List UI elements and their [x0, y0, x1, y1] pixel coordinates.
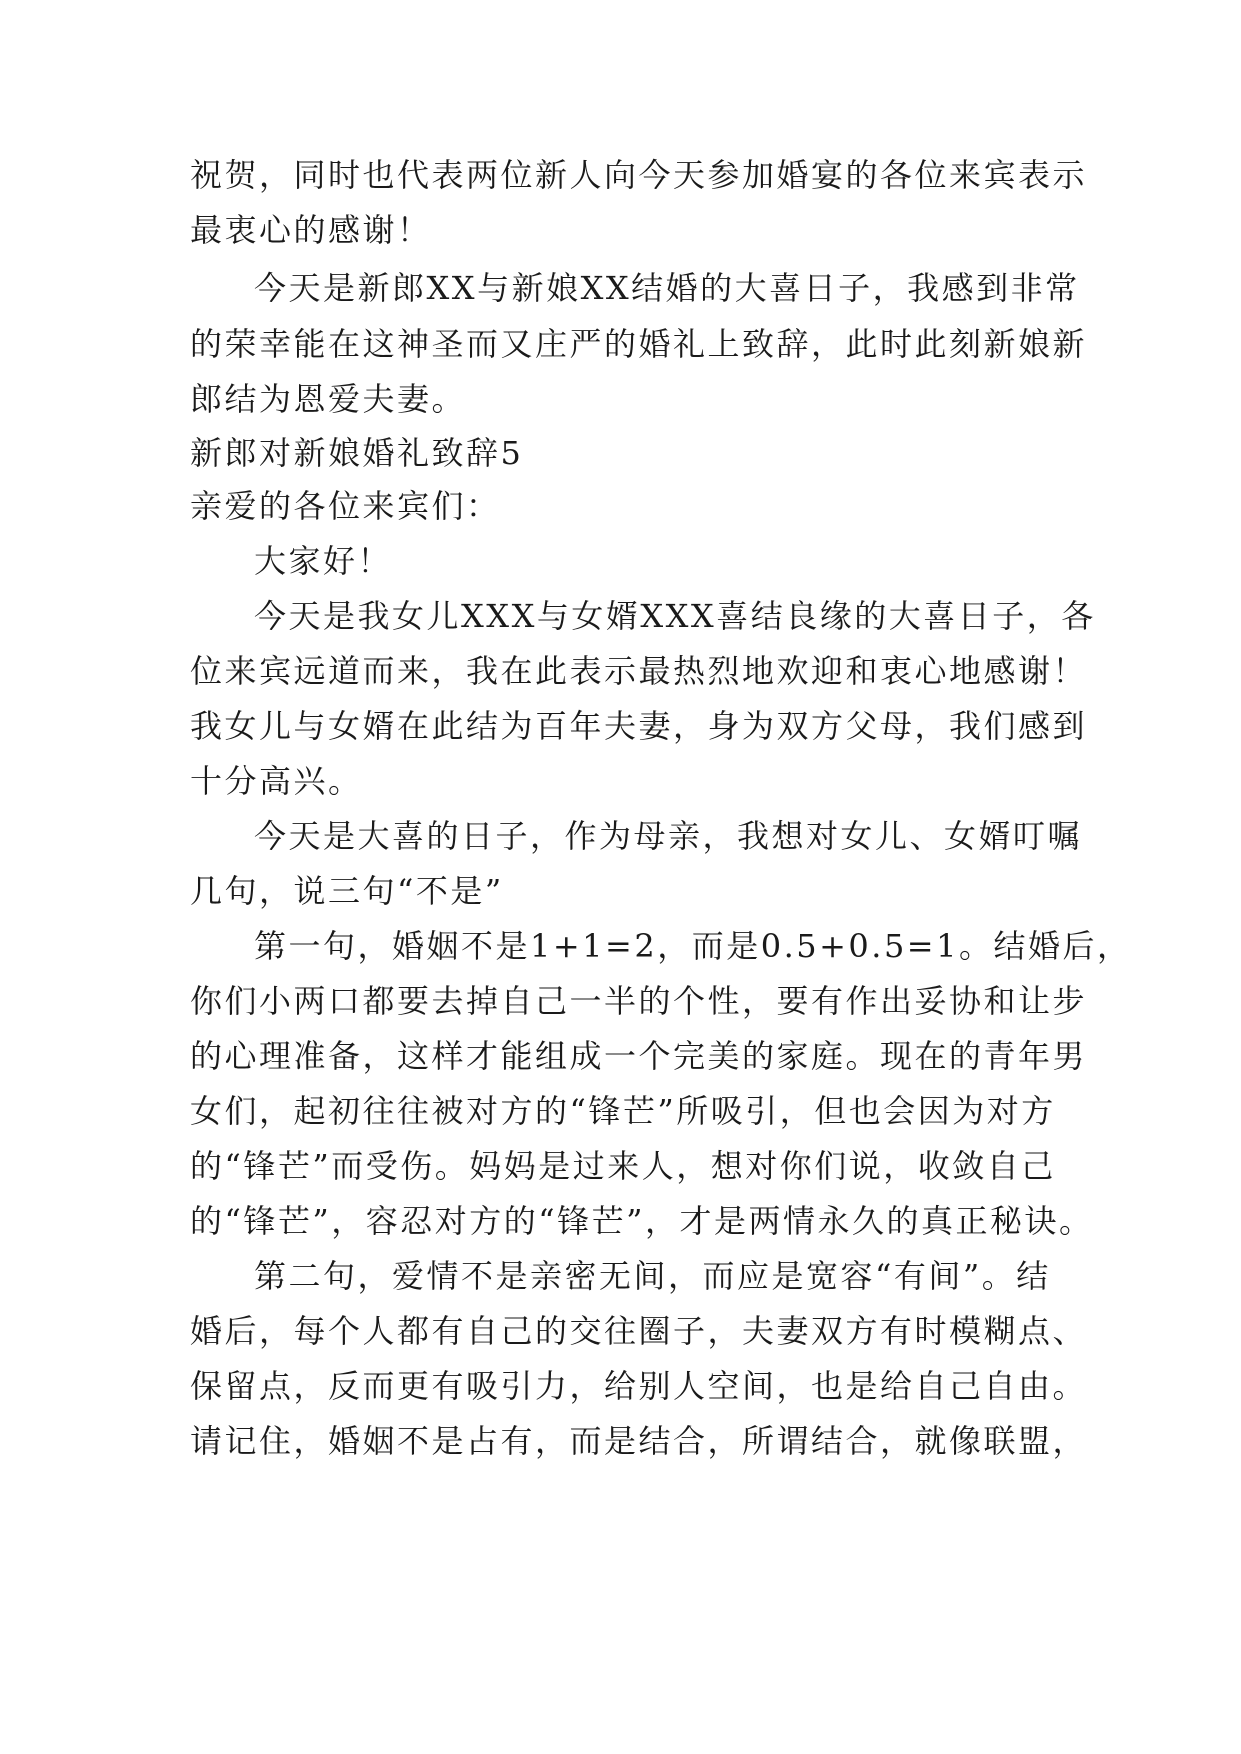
- text-line: 祝贺，同时也代表两位新人向今天参加婚宴的各位来宾表示: [190, 156, 1088, 194]
- text-line: 你们小两口都要去掉自己一半的个性，要有作出妥协和让步: [190, 982, 1088, 1020]
- text-line: 最衷心的感谢！: [190, 211, 432, 249]
- text-line: 第一句，婚姻不是1+1=2，而是0.5+0.5=1。结婚后，: [254, 927, 1132, 965]
- salutation: 亲爱的各位来宾们：: [190, 487, 501, 525]
- text-line: 请记住，婚姻不是占有，而是结合，所谓结合，就像联盟，: [190, 1422, 1088, 1460]
- text-line: 的心理准备，这样才能组成一个完美的家庭。现在的青年男: [190, 1037, 1088, 1075]
- text-line: 今天是大喜的日子，作为母亲，我想对女儿、女婿叮嘱: [254, 817, 1083, 855]
- text-line: 第二句，爱情不是亲密无间，而应是宽容“有间”。结: [254, 1257, 1051, 1295]
- section-heading: 新郎对新娘婚礼致辞5: [190, 434, 524, 472]
- text-line: 几句，说三句“不是”: [190, 872, 504, 910]
- text-line: 今天是新郎XX与新娘XX结婚的大喜日子，我感到非常: [254, 269, 1080, 307]
- text-line: 女们，起初往往被对方的“锋芒”所吸引，但也会因为对方: [190, 1092, 1056, 1130]
- text-line: 郎结为恩爱夫妻。: [190, 380, 467, 418]
- text-line: 的“锋芒”，容忍对方的“锋芒”，才是两情永久的真正秘诀。: [190, 1202, 1094, 1240]
- text-line: 婚后，每个人都有自己的交往圈子，夫妻双方有时模糊点、: [190, 1312, 1088, 1350]
- greeting: 大家好！: [254, 542, 393, 580]
- text-line: 的“锋芒”而受伤。妈妈是过来人，想对你们说，收敛自己: [190, 1147, 1056, 1185]
- text-line: 今天是我女儿XXX与女婿XXX喜结良缘的大喜日子，各: [254, 597, 1096, 635]
- text-line: 保留点，反而更有吸引力，给别人空间，也是给自己自由。: [190, 1367, 1088, 1405]
- text-line: 的荣幸能在这神圣而又庄严的婚礼上致辞，此时此刻新娘新: [190, 325, 1088, 363]
- text-line: 十分高兴。: [190, 762, 363, 800]
- text-line: 我女儿与女婿在此结为百年夫妻，身为双方父母，我们感到: [190, 707, 1088, 745]
- text-line: 位来宾远道而来，我在此表示最热烈地欢迎和衷心地感谢！: [190, 652, 1088, 690]
